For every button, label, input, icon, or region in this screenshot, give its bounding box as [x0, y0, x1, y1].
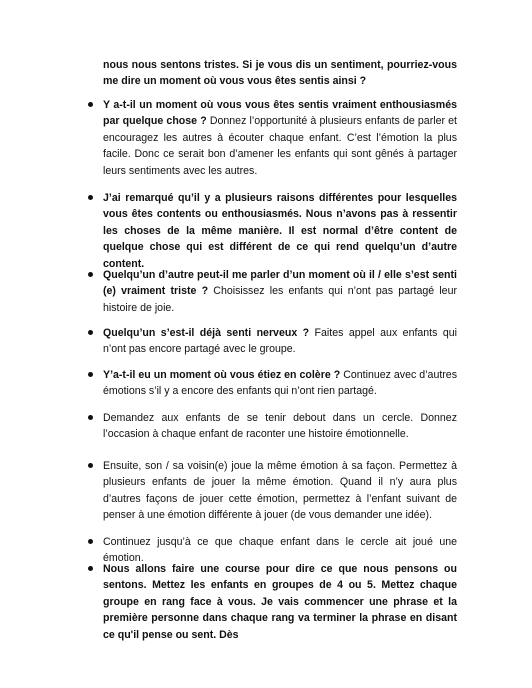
bullet-icon	[88, 566, 93, 571]
item-bold-text: J’ai remarqué qu’il y a plusieurs raisons différentes pour lesquelles vous êtes contents ou enthousiasmés. Nous n’avons pas à ressentir les choses de la même manière. Il est normal d’être content de quelque chose qui est différent de ce qui rend quelqu’un d’autre content.	[103, 192, 457, 270]
bullet-icon	[88, 463, 93, 468]
item-bold-text: Quelqu’un d’autre peut-il me parler d’un moment où il / elle s’est senti (e) vraiment triste ?	[103, 269, 457, 298]
bullet-icon	[88, 539, 93, 544]
item-text: Donnez l’opportunité à plusieurs enfants de parler et encouragez les autres à écouter chaque enfant. C’est l’émotion la plus facile. Donc ce serait bon d’amener les enfants qui sont gênés à partager leurs sentiments avec les autres.	[103, 115, 457, 177]
list-item	[103, 97, 457, 179]
list-item	[103, 367, 457, 400]
item-text: Demandez aux enfants de se tenir debout dans un cercle. Donnez l’occasion à chaque enfant de raconter une histoire émotionnelle.	[103, 412, 457, 441]
item-bold-text: Y’a-t-il eu un moment où vous étiez en colère ?	[103, 369, 341, 381]
intro-paragraph: nous nous sentons tristes. Si je vous dis un sentiment, pourriez-vous me dire un moment où vous vous êtes sentis ainsi ?	[103, 59, 457, 88]
item-text: Choisissez les enfants qui n’ont pas partagé leur histoire de joie.	[103, 285, 457, 314]
list-item	[103, 267, 457, 316]
item-text: Ensuite, son / sa voisin(e) joue la même émotion à sa façon. Permettez à plusieurs enfants de jouer la même émotion. Quand il n’y aura plus d’autres façons de jouer cette émotion, permettez à l’enfant suivant de penser à une émotion différente à jouer (de vous demander une idée).	[103, 460, 457, 522]
bullet-icon	[88, 195, 93, 200]
item-bold-text: Nous allons faire une course pour dire ce que nous pensons ou sentons. Mettez les enfants en groupes de 4 ou 5. Mettez chaque groupe en rang face à vous. Je vais commencer une phrase et la première personne dans chaque rang va terminer la phrase en disant ce qu'il pense ou sent. Dès	[103, 563, 457, 641]
item-bold-text: Quelqu’un s’est-il déjà senti nerveux ?	[103, 327, 310, 339]
bullet-icon	[88, 330, 93, 335]
bullet-icon	[88, 102, 93, 107]
list-item	[103, 458, 457, 524]
bullet-icon	[88, 372, 93, 377]
bullet-icon	[88, 272, 93, 277]
list-item	[103, 190, 457, 272]
item-text: Continuez jusqu’à ce que chaque enfant dans le cercle ait joué une émotion.	[103, 536, 457, 565]
list-item	[103, 561, 457, 643]
item-bold-text: Y a-t-il un moment où vous vous êtes sentis vraiment enthousiasmés par quelque chose ?	[103, 99, 457, 128]
item-text: Faites appel aux enfants qui n’ont pas encore partagé avec le groupe.	[103, 327, 457, 356]
bullet-icon	[88, 415, 93, 420]
item-text: Continuez avec d’autres émotions s’il y a encore des enfants qui n’ont rien partagé.	[103, 369, 457, 398]
list-item	[103, 325, 457, 358]
list-item	[103, 410, 457, 443]
